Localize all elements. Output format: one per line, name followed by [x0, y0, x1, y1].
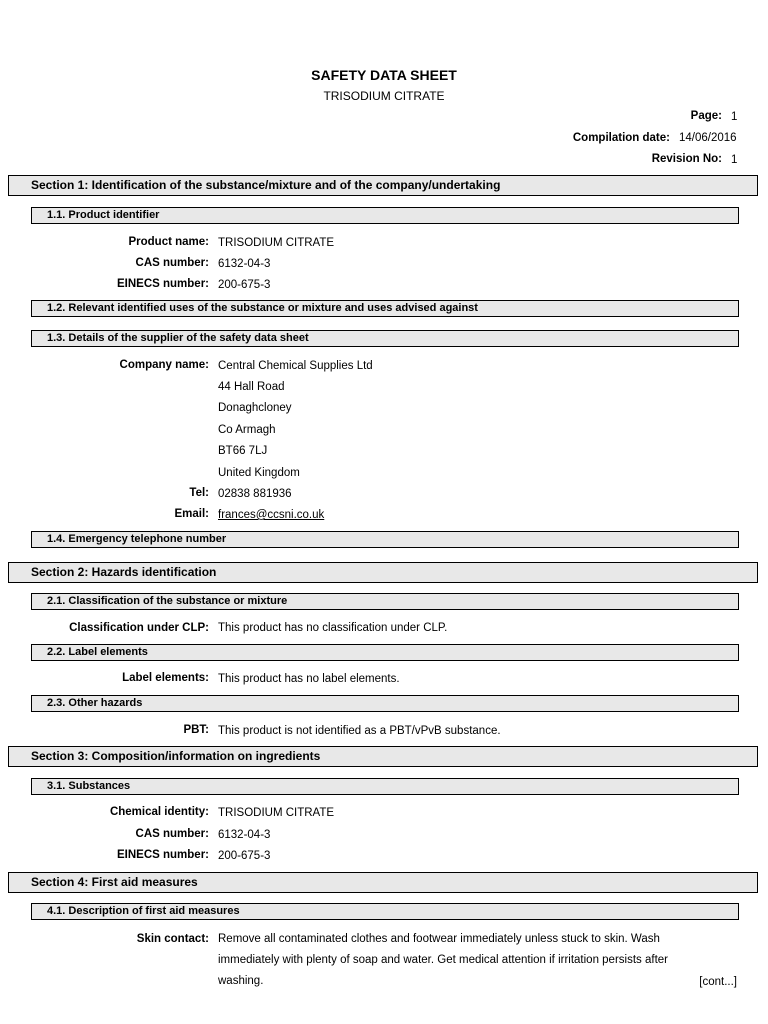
email-label: Email:	[174, 508, 209, 520]
subsection-3-1: 3.1. Substances	[31, 778, 739, 795]
subsection-1-3: 1.3. Details of the supplier of the safety data sheet	[31, 330, 739, 347]
clp-value: This product has no classification under CLP.	[218, 622, 448, 634]
page-label: Page:	[690, 110, 722, 122]
company-line: Co Armagh	[218, 424, 276, 436]
chemical-identity-value: TRISODIUM CITRATE	[218, 807, 335, 819]
continued-marker: [cont...]	[699, 976, 737, 988]
subsection-4-1: 4.1. Description of first aid measures	[31, 903, 739, 920]
cas-number-label: CAS number:	[135, 257, 209, 269]
revision-value: 1	[731, 154, 738, 166]
cas-number-label: CAS number:	[135, 828, 209, 840]
cas-number-value: 6132-04-3	[218, 258, 271, 270]
subsection-2-2: 2.2. Label elements	[31, 644, 739, 661]
company-line: 44 Hall Road	[218, 381, 285, 393]
subsection-2-3: 2.3. Other hazards	[31, 695, 739, 712]
subsection-2-1: 2.1. Classification of the substance or mixture	[31, 593, 739, 610]
subsection-1-4: 1.4. Emergency telephone number	[31, 531, 739, 548]
section-2-header: Section 2: Hazards identification	[8, 562, 758, 583]
einecs-number-value: 200-675-3	[218, 279, 271, 291]
company-name-label: Company name:	[119, 359, 209, 371]
label-elements-label: Label elements:	[122, 672, 209, 684]
product-name-value: TRISODIUM CITRATE	[218, 237, 335, 249]
company-line: BT66 7LJ	[218, 445, 268, 457]
skin-contact-value: Remove all contaminated clothes and footwear immediately unless stuck to skin. Wash immediately with plenty of soap and water. Get medical attention if irritation persists after washing.	[218, 933, 668, 987]
tel-label: Tel:	[189, 487, 209, 499]
einecs-number-label: EINECS number:	[116, 278, 209, 290]
page-value: 1	[731, 111, 738, 123]
einecs-number-value: 200-675-3	[218, 850, 271, 862]
company-line: Central Chemical Supplies Ltd	[218, 360, 373, 372]
document-subtitle: TRISODIUM CITRATE	[323, 89, 445, 103]
skin-contact-label: Skin contact:	[136, 933, 209, 945]
email-link[interactable]: frances@ccsni.co.uk	[218, 509, 325, 521]
revision-label: Revision No:	[651, 153, 722, 165]
product-name-label: Product name:	[128, 236, 209, 248]
tel-value: 02838 881936	[218, 488, 292, 500]
einecs-number-label: EINECS number:	[116, 849, 209, 861]
section-1-header: Section 1: Identification of the substance/mixture and of the company/undertaking	[8, 175, 758, 196]
cas-number-value: 6132-04-3	[218, 829, 271, 841]
compilation-date-value: 14/06/2016	[679, 132, 737, 144]
pbt-label: PBT:	[183, 724, 209, 736]
document-title: SAFETY DATA SHEET	[311, 67, 457, 83]
label-elements-value: This product has no label elements.	[218, 673, 400, 685]
compilation-date-label: Compilation date:	[572, 132, 670, 144]
clp-label: Classification under CLP:	[69, 622, 209, 634]
company-line: Donaghcloney	[218, 402, 292, 414]
chemical-identity-label: Chemical identity:	[109, 806, 209, 818]
pbt-value: This product is not identified as a PBT/vPvB substance.	[218, 725, 501, 737]
subsection-1-1: 1.1. Product identifier	[31, 207, 739, 224]
section-3-header: Section 3: Composition/information on ingredients	[8, 746, 758, 767]
company-line: United Kingdom	[218, 467, 300, 479]
subsection-1-2: 1.2. Relevant identified uses of the substance or mixture and uses advised against	[31, 300, 739, 317]
section-4-header: Section 4: First aid measures	[8, 872, 758, 893]
